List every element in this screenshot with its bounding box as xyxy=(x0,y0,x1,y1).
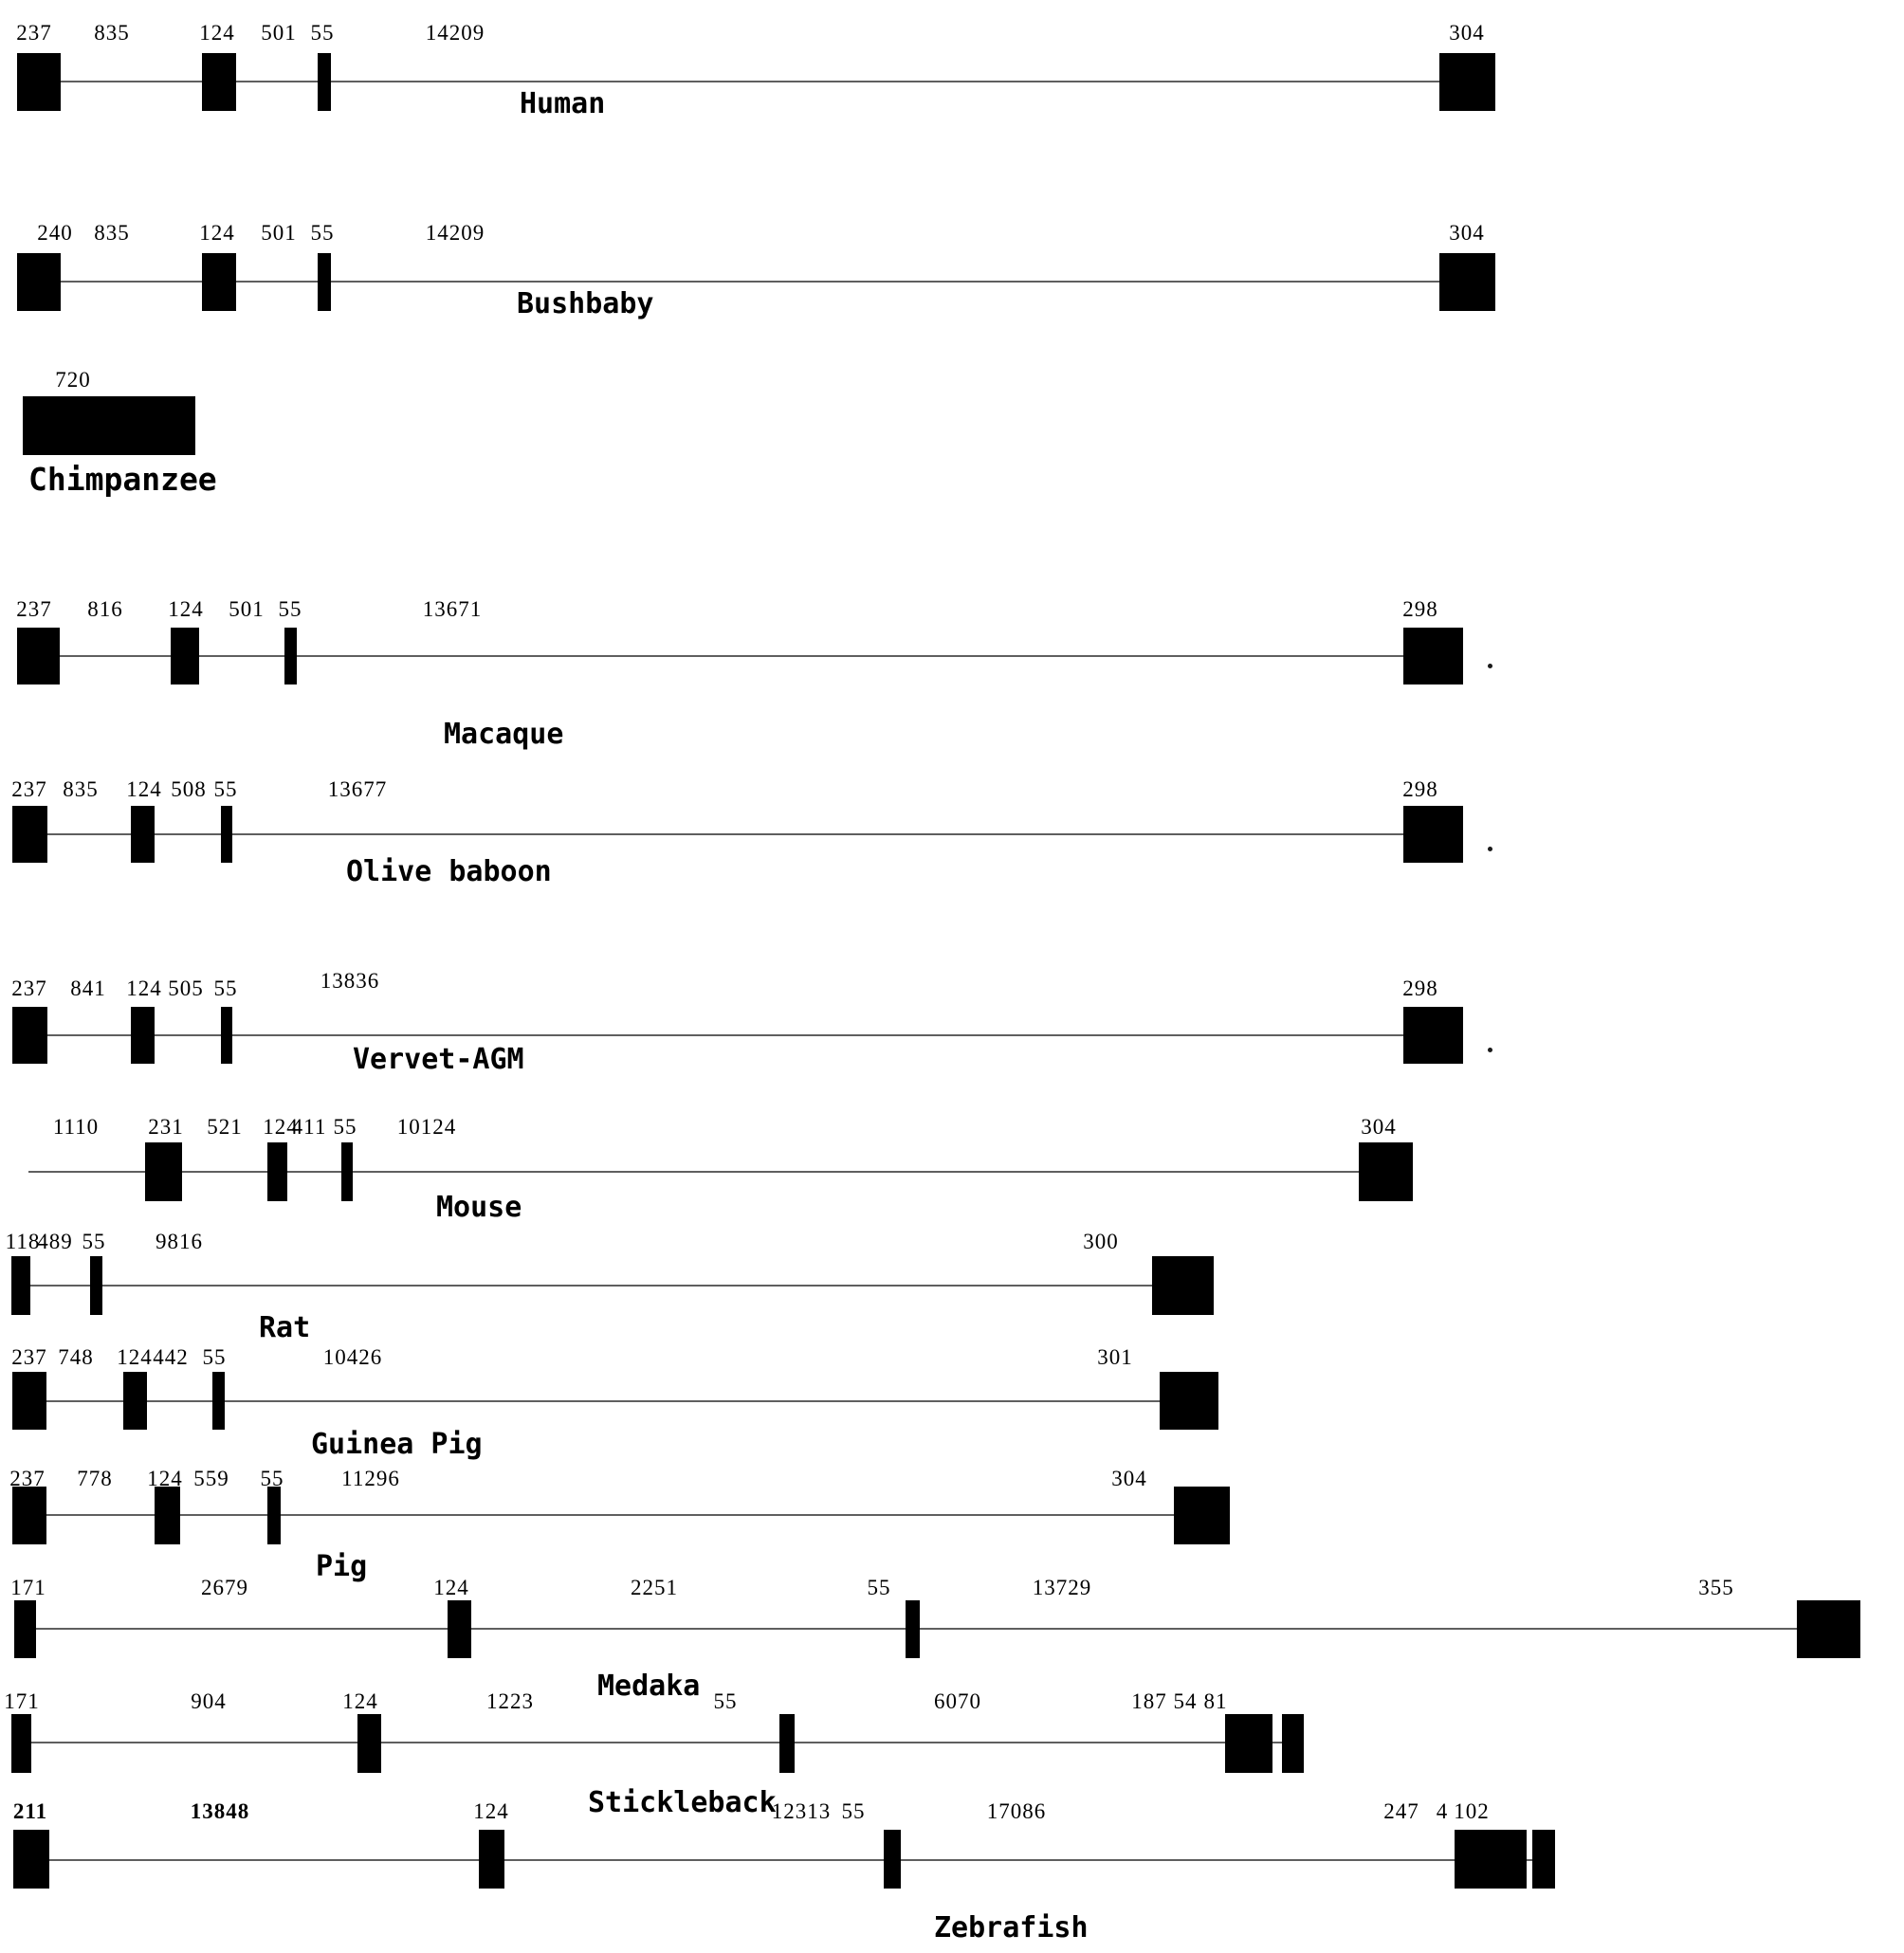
exon-size-label: 720 xyxy=(55,368,91,392)
exon-size-label: 240 xyxy=(37,221,73,245)
exon-size-label: 55 xyxy=(278,597,302,621)
species-label: Human xyxy=(520,87,606,120)
species-label: Rat xyxy=(259,1311,311,1344)
exon-box xyxy=(1455,1830,1527,1889)
intron-size-label: 10426 xyxy=(322,1345,383,1369)
intron-size-label: 489 xyxy=(37,1230,73,1253)
intron-size-label: 1223 xyxy=(486,1689,534,1713)
species-label: Vervet-AGM xyxy=(353,1043,524,1076)
species-label: Medaka xyxy=(597,1670,701,1703)
intron-size-label: 816 xyxy=(87,597,123,621)
intron-size-label: 508 xyxy=(171,777,207,801)
species-label: Pig xyxy=(316,1550,368,1583)
exon-size-label: 55 xyxy=(841,1799,866,1823)
species-label: Guinea Pig xyxy=(311,1428,483,1461)
exon-size-label: 55 xyxy=(213,976,238,1000)
exon-size-label: 55 xyxy=(310,21,335,45)
exon-size-label: 55 xyxy=(202,1345,227,1369)
intron-size-label: 904 xyxy=(191,1689,227,1713)
exon-size-label: 124 xyxy=(342,1689,378,1713)
intron-size-label: 2251 xyxy=(631,1576,678,1599)
intron-size-label: 13729 xyxy=(1032,1576,1092,1599)
intron-size-label: 505 xyxy=(168,976,204,1000)
exon-size-label: 124 xyxy=(199,21,235,45)
exon-size-label: 237 xyxy=(11,976,47,1000)
species-label: Chimpanzee xyxy=(28,461,217,498)
intron-size-label: 501 xyxy=(261,221,297,245)
exon-size-label: 124 xyxy=(199,221,235,245)
intron-size-label: 10124 xyxy=(396,1115,457,1139)
species-label: Macaque xyxy=(444,718,564,751)
intron-line xyxy=(901,1859,1455,1861)
exon-size-label: 55 xyxy=(82,1230,106,1253)
intron-size-label: 14209 xyxy=(425,221,485,245)
exon-size-label: 55 xyxy=(260,1467,284,1490)
intron-size-label: 12313 xyxy=(771,1799,832,1823)
exon-size-label: 55 xyxy=(310,221,335,245)
exon-size-label: 171 xyxy=(4,1689,40,1713)
intron-line xyxy=(49,1859,479,1861)
exon-size-label: 171 xyxy=(10,1576,46,1599)
intron-size-label: 1110 xyxy=(52,1115,100,1139)
species-label: Mouse xyxy=(436,1191,522,1224)
exon-box xyxy=(479,1830,504,1889)
exon-size-label: 231 xyxy=(148,1115,184,1139)
exon-size-label: 301 xyxy=(1097,1345,1133,1369)
intron-size-label: 748 xyxy=(58,1345,94,1369)
exon-size-label: 237 xyxy=(9,1467,46,1490)
intron-line xyxy=(504,1859,884,1861)
intron-size-label: 6070 xyxy=(934,1689,981,1713)
intron-size-label: 835 xyxy=(63,777,99,801)
exon-size-label: 102 xyxy=(1454,1799,1490,1823)
species-label: Olive baboon xyxy=(346,855,552,888)
intron-size-label: 13677 xyxy=(327,777,388,801)
intron-size-label: 778 xyxy=(77,1467,113,1490)
exon-size-label: 124 xyxy=(168,597,204,621)
exon-size-label: 237 xyxy=(16,21,52,45)
exon-size-label: 355 xyxy=(1698,1576,1734,1599)
exon-size-label: 124 xyxy=(473,1799,509,1823)
exon-size-label: 118 xyxy=(5,1230,41,1253)
intron-size-label: 11296 xyxy=(341,1467,400,1490)
exon-size-label: 55 xyxy=(213,777,238,801)
exon-box xyxy=(13,1830,49,1889)
intron-size-label: 2679 xyxy=(201,1576,248,1599)
exon-size-label: 55 xyxy=(333,1115,357,1139)
exon-size-label: 304 xyxy=(1449,221,1485,245)
intron-size-label: 559 xyxy=(193,1467,229,1490)
species-label: Zebrafish xyxy=(934,1911,1089,1944)
intron-size-label: 835 xyxy=(94,221,130,245)
exon-size-label: 211 xyxy=(12,1799,48,1823)
exon-size-label: 300 xyxy=(1083,1230,1119,1253)
intron-size-label: 17086 xyxy=(986,1799,1047,1823)
exon-size-label: 124 xyxy=(126,777,162,801)
intron-size-label: 13836 xyxy=(320,969,380,993)
intron-size-label: 501 xyxy=(229,597,265,621)
exon-size-label: 124 xyxy=(117,1345,153,1369)
exon-size-label: 298 xyxy=(1402,777,1438,801)
exon-size-label: 124 xyxy=(147,1467,183,1490)
exon-size-label: 237 xyxy=(11,777,47,801)
intron-size-label: 411 xyxy=(291,1115,327,1139)
exon-size-label: 81 xyxy=(1203,1689,1228,1713)
exon-size-label: 55 xyxy=(867,1576,891,1599)
intron-size-label: 13848 xyxy=(190,1799,250,1823)
intron-size-label: 835 xyxy=(94,21,130,45)
intron-size-label: 4 xyxy=(1436,1799,1449,1823)
exon-size-label: 237 xyxy=(11,1345,47,1369)
exon-size-label: 247 xyxy=(1383,1799,1419,1823)
exon-size-label: 187 xyxy=(1131,1689,1167,1713)
exon-size-label: 298 xyxy=(1402,597,1438,621)
intron-size-label: 501 xyxy=(261,21,297,45)
exon-size-label: 124 xyxy=(263,1115,299,1139)
exon-size-label: 298 xyxy=(1402,976,1438,1000)
exon-size-label: 304 xyxy=(1361,1115,1397,1139)
intron-size-label: 14209 xyxy=(425,21,485,45)
exon-size-label: 237 xyxy=(16,597,52,621)
intron-size-label: 54 xyxy=(1173,1689,1198,1713)
exon-size-label: 304 xyxy=(1449,21,1485,45)
intron-size-label: 442 xyxy=(153,1345,189,1369)
species-label: Stickleback xyxy=(588,1786,777,1819)
intron-size-label: 521 xyxy=(207,1115,243,1139)
exon-size-label: 304 xyxy=(1111,1467,1147,1490)
exon-box xyxy=(884,1830,901,1889)
exon-size-label: 124 xyxy=(126,976,162,1000)
intron-size-label: 9816 xyxy=(156,1230,203,1253)
species-label: Bushbaby xyxy=(517,287,654,320)
exon-size-label: 55 xyxy=(713,1689,738,1713)
exon-size-label: 124 xyxy=(433,1576,469,1599)
intron-size-label: 13671 xyxy=(422,597,483,621)
intron-size-label: 841 xyxy=(70,976,106,1000)
exon-box xyxy=(1532,1830,1555,1889)
